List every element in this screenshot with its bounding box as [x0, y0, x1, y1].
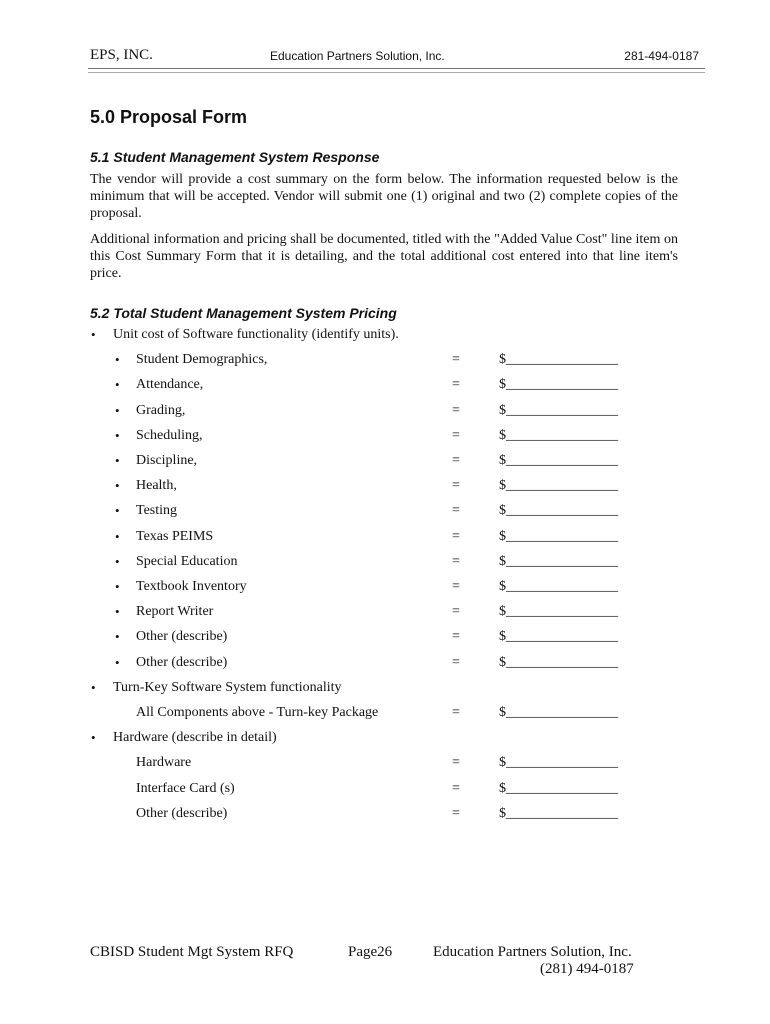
turnkey-item-label: All Components above - Turn-key Package: [136, 705, 379, 720]
hardware-item-label: Hardware: [136, 755, 192, 771]
equals-sign: =: [452, 377, 460, 393]
header-company: EPS, INC.: [90, 47, 153, 63]
equals-sign: =: [452, 402, 460, 418]
section-5-1-paragraph-2: Additional information and pricing shall be documented, titled with the "Added Value Cost" line item on this Cost Summary Form that it is detailing, and the total additional cost entered into that line item's price.: [90, 232, 678, 281]
bullet-icon: •: [91, 730, 96, 746]
price-entry-field[interactable]: $________________: [499, 402, 618, 418]
footer-phone: (281) 494-0187: [540, 961, 634, 977]
price-entry-field[interactable]: $________________: [499, 780, 618, 796]
price-entry-field[interactable]: $________________: [499, 453, 618, 468]
price-entry-field[interactable]: $________________: [499, 805, 618, 821]
section-5-1-paragraph-1: The vendor will provide a cost summary on the form below. The information requested below is the minimum that will be accepted. Vendor will submit one (1) original and two (2) complete copies of the proposal.: [90, 172, 678, 221]
bullet-icon: •: [115, 528, 120, 544]
unit-item-label: Textbook Inventory: [136, 579, 247, 594]
header-divider: [88, 68, 705, 69]
hardware-item-label: Interface Card (s): [136, 780, 235, 796]
unit-item-label: Attendance,: [136, 377, 204, 393]
hardware-label: Hardware (describe in detail): [113, 730, 277, 746]
price-entry-field[interactable]: $________________: [499, 377, 618, 393]
price-entry-field[interactable]: $________________: [499, 427, 618, 443]
unit-item-label: Special Education: [136, 553, 238, 569]
price-entry-field[interactable]: $________________: [499, 553, 618, 569]
footer-document-title: CBISD Student Mgt System RFQ: [90, 944, 294, 960]
equals-sign: =: [452, 780, 460, 796]
unit-item-label: Other (describe): [136, 629, 228, 645]
unit-cost-label: Unit cost of Software functionality (identify units).: [113, 327, 399, 342]
unit-item-label: Student Demographics,: [136, 352, 268, 368]
bullet-icon: •: [91, 327, 96, 342]
bullet-icon: •: [115, 503, 120, 519]
price-entry-field[interactable]: $________________: [499, 604, 618, 620]
bullet-icon: •: [115, 352, 120, 368]
bullet-icon: •: [115, 629, 120, 645]
unit-item-label: Texas PEIMS: [136, 528, 214, 544]
header-company-full: Education Partners Solution, Inc.: [270, 49, 445, 63]
price-entry-field[interactable]: $________________: [499, 654, 618, 670]
price-entry-field[interactable]: $________________: [499, 352, 618, 368]
bullet-icon: •: [115, 402, 120, 418]
bullet-icon: •: [115, 604, 120, 620]
equals-sign: =: [452, 453, 460, 468]
bullet-icon: •: [115, 553, 120, 569]
hardware-item-label: Other (describe): [136, 805, 228, 821]
bullet-icon: •: [115, 579, 120, 594]
unit-item-label: Health,: [136, 478, 177, 494]
equals-sign: =: [452, 705, 460, 720]
page-title: 5.0 Proposal Form: [90, 107, 248, 127]
equals-sign: =: [452, 805, 460, 821]
equals-sign: =: [452, 755, 460, 771]
footer-page-number: Page26: [348, 944, 393, 960]
price-entry-field[interactable]: $________________: [499, 705, 618, 720]
bullet-icon: •: [115, 427, 120, 443]
bullet-icon: •: [91, 679, 96, 695]
equals-sign: =: [452, 604, 460, 620]
equals-sign: =: [452, 352, 460, 368]
bullet-icon: •: [115, 377, 120, 393]
equals-sign: =: [452, 629, 460, 645]
equals-sign: =: [452, 503, 460, 519]
footer-company: Education Partners Solution, Inc.: [433, 944, 632, 960]
section-5-2-heading: 5.2 Total Student Management System Pricing: [90, 305, 397, 321]
price-entry-field[interactable]: $________________: [499, 629, 618, 645]
price-entry-field[interactable]: $________________: [499, 478, 618, 494]
equals-sign: =: [452, 478, 460, 494]
bullet-icon: •: [115, 453, 120, 468]
header-phone: 281-494-0187: [624, 49, 699, 63]
header-divider-secondary: [88, 72, 705, 73]
unit-item-label: Discipline,: [136, 453, 198, 468]
unit-item-label: Testing: [136, 503, 178, 519]
price-entry-field[interactable]: $________________: [499, 528, 618, 544]
equals-sign: =: [452, 528, 460, 544]
turnkey-label: Turn-Key Software System functionality: [113, 679, 342, 695]
unit-item-label: Report Writer: [136, 604, 214, 620]
price-entry-field[interactable]: $________________: [499, 755, 618, 771]
equals-sign: =: [452, 579, 460, 594]
unit-item-label: Scheduling,: [136, 427, 203, 443]
equals-sign: =: [452, 553, 460, 569]
equals-sign: =: [452, 427, 460, 443]
unit-item-label: Grading,: [136, 402, 186, 418]
equals-sign: =: [452, 654, 460, 670]
bullet-icon: •: [115, 478, 120, 494]
unit-item-label: Other (describe): [136, 654, 228, 670]
price-entry-field[interactable]: $________________: [499, 579, 618, 594]
section-5-1-heading: 5.1 Student Management System Response: [90, 149, 380, 165]
bullet-icon: •: [115, 654, 120, 670]
price-entry-field[interactable]: $________________: [499, 503, 618, 519]
